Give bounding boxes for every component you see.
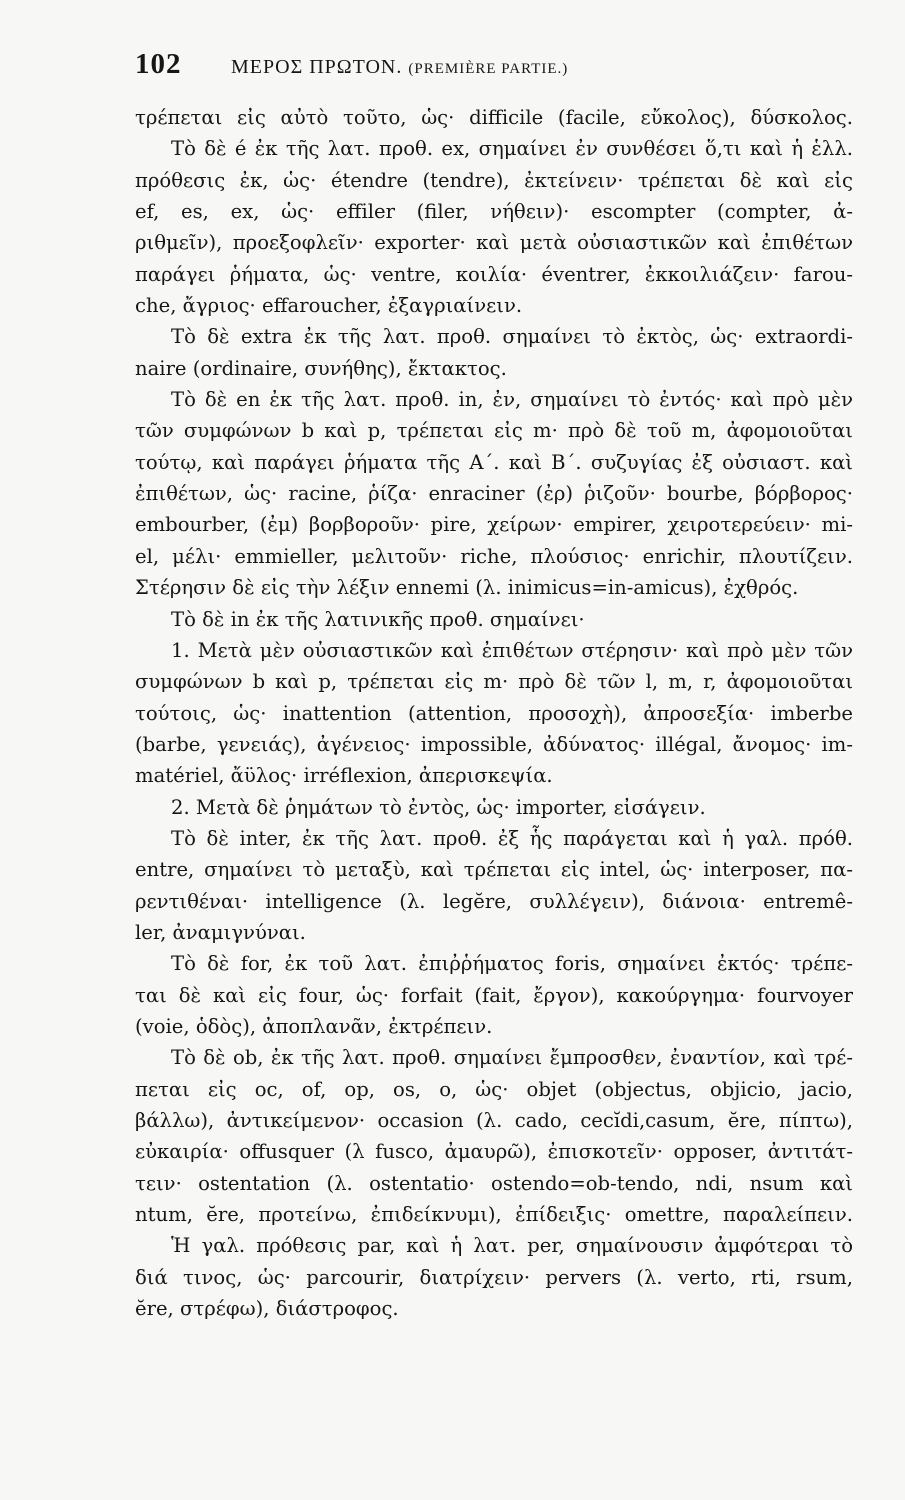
text-line: Τὸ δὲ extra ἐκ τῆς λατ. προθ. σημαίνει τὸ ἐκτὸς, ὡς· extraordi-: [171, 325, 853, 349]
running-title-french: (PREMIÈRE PARTIE.): [408, 61, 569, 77]
text-line: διά τινος, ὡς· parcourir, διατρίχειν· pervers (λ. verto, rti, rsum,: [135, 1265, 853, 1289]
text-line: ntum, ĕre, προτείνω, ἐπιδείκνυμι), ἐπίδειξις· omettre, παραλείπειν.: [135, 1203, 853, 1227]
text-line: ριθμεῖν), προεξοφλεῖν· exporter· καὶ μετὰ οὐσιαστικῶν καὶ ἐπιθέτων: [135, 231, 853, 255]
text-line: matériel, ἄϋλος· irréflexion, ἀπερισκεψία.: [135, 764, 553, 788]
text-line: Τὸ δὲ for, ἐκ τοῦ λατ. ἐπιῤῥήματος foris, σημαίνει ἐκτός· τρέπε-: [171, 952, 853, 976]
text-line: embourber, (ἐμ) βορβοροῦν· pire, χείρων· empirer, χειροτερεύειν· mi-: [135, 513, 853, 537]
text-line: el, μέλι· emmieller, μελιτοῦν· riche, πλούσιος· enrichir, πλουτίζειν.: [135, 544, 853, 568]
text-line: συμφώνων b καὶ p, τρέπεται εἰς m· πρὸ δὲ τῶν l, m, r, ἀφομοιοῦται: [135, 670, 853, 694]
text-line: βάλλω), ἀντικείμενον· occasion (λ. cado, cecĭdi,casum, ĕre, πίπτω),: [135, 1109, 853, 1132]
text-line: Τὸ δὲ in ἐκ τῆς λατινικῆς προθ. σημαίνει·: [171, 607, 585, 631]
text-line: τούτῳ, καὶ παράγει ῥήματα τῆς Α΄. καὶ Β΄. συζυγίας ἐξ οὐσιαστ. καὶ: [135, 450, 853, 474]
text-line: 1. Μετὰ μὲν οὐσιαστικῶν καὶ ἐπιθέτων στέρησιν· καὶ πρὸ μὲν τῶν: [171, 638, 853, 662]
text-line: naire (ordinaire, συνήθης), ἔκτακτος.: [135, 356, 507, 380]
text-line: (barbe, γενειάς), ἀγένειος· impossible, ἀδύνατος· illégal, ἄνομος· im-: [135, 732, 853, 756]
text-line: ĕre, στρέφω), διάστροφος.: [135, 1297, 399, 1321]
text-line: entre, σημαίνει τὸ μεταξὺ, καὶ τρέπεται εἰς intel, ὡς· interposer, πα-: [135, 858, 853, 882]
text-line: ler, ἀναμιγνύναι.: [135, 920, 306, 944]
text-line: ρεντιθέναι· intelligence (λ. legĕre, συλλέγειν), διάνοια· entremê-: [135, 889, 853, 913]
text-line: ται δὲ καὶ εἰς four, ὡς· forfait (fait, ἔργον), κακούργημα· fourvoyer: [135, 983, 853, 1007]
text-line: che, ἄγριος· effaroucher, ἐξαγριαίνειν.: [135, 294, 523, 318]
text-line: ἐπιθέτων, ὡς· racine, ῥίζα· enraciner (ἐρ) ῥιζοῦν· bourbe, βόρβορος·: [135, 482, 853, 506]
text-line: Τὸ δὲ ob, ἐκ τῆς λατ. προθ. σημαίνει ἔμπροσθεν, ἐναντίον, καὶ τρέ-: [171, 1046, 853, 1070]
text-line: ef, es, ex, ὡς· effiler (filer, νήθειν)· escompter (compter, ἀ-: [135, 200, 853, 224]
page-header: [135, 48, 853, 92]
text-line: Τὸ δὲ é ἐκ τῆς λατ. προθ. ex, σημαίνει ἐν συνθέσει ὅ,τι καὶ ἡ ἑλλ.: [171, 137, 853, 161]
page-number: 102: [135, 48, 182, 80]
text-line: εὐκαιρία· offusquer (λ fusco, ἀμαυρῶ), ἐπισκοτεῖν· opposer, ἀντιτάτ-: [135, 1140, 853, 1164]
text-line: (voie, ὁδὸς), ἀποπλανᾶν, ἐκτρέπειν.: [135, 1014, 493, 1038]
text-line: τῶν συμφώνων b καὶ p, τρέπεται εἰς m· πρὸ δὲ τοῦ m, ἀφομοιοῦται: [135, 419, 853, 443]
text-line: πεται εἰς oc, of, op, os, o, ὡς· objet (objectus, objicio, jacio,: [135, 1077, 853, 1101]
text-line: τειν· ostentation (λ. ostentatio· ostendo=ob-tendo, ndi, nsum καὶ: [135, 1171, 853, 1195]
text-line: παράγει ῥήματα, ὡς· ventre, κοιλία· éventrer, ἐκκοιλιάζειν· farou-: [135, 262, 853, 286]
text-line: πρόθεσις ἐκ, ὡς· étendre (tendre), ἐκτείνειν· τρέπεται δὲ καὶ εἰς: [135, 168, 853, 192]
text-line: τούτοις, ὡς· inattention (attention, προσοχὴ), ἀπροσεξία· imberbe: [135, 701, 853, 725]
text-line: τρέπεται εἰς αὐτὸ τοῦτο, ὡς· difficile (facile, εὔκολος), δύσκολος.: [135, 106, 853, 129]
text-line: 2. Μετὰ δὲ ῥημάτων τὸ ἐντὸς, ὡς· importer, εἰσάγειν.: [171, 795, 706, 819]
text-line: Στέρησιν δὲ εἰς τὴν λέξιν ennemi (λ. inimicus=in-amicus), ἐχθρός.: [135, 576, 799, 600]
body-text: [135, 102, 853, 1324]
text-line: Τὸ δὲ en ἐκ τῆς λατ. προθ. in, ἐν, σημαίνει τὸ ἐντός· καὶ πρὸ μὲν: [171, 388, 853, 412]
running-title: [205, 56, 568, 79]
text-line: Ἡ γαλ. πρόθεσις par, καὶ ἡ λατ. per, σημαίνουσιν ἀμφότεραι τὸ: [171, 1234, 853, 1258]
text-line: Τὸ δὲ inter, ἐκ τῆς λατ. προθ. ἐξ ἧς παράγεται καὶ ἡ γαλ. πρόθ.: [171, 826, 853, 850]
running-title-greek: ΜΕΡΟΣ ΠΡΩΤΟΝ.: [231, 56, 403, 78]
